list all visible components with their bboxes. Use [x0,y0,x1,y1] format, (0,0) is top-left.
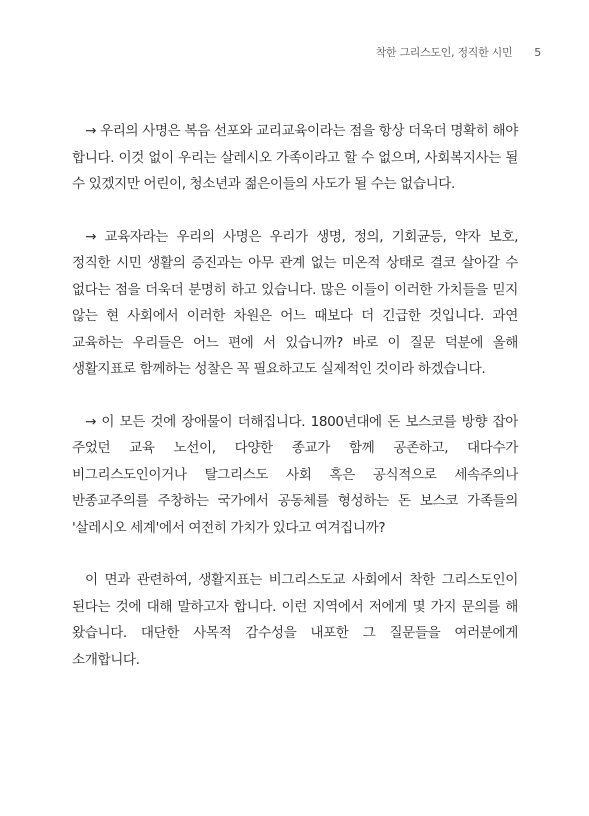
page-number: 5 [534,46,541,59]
running-title: 착한 그리스도인, 정직한 시민 [375,46,513,59]
running-header [376,44,541,60]
paragraph-non-christian-society: 이 면과 관련하여, 생활지표는 비그리스도교 사회에서 착한 그리스도인이 된다는 것에 대해 말하고자 합니다. 이런 지역에서 저에게 몇 가지 문의를 해 왔습니다. 대단한 사목적 감수성을 내포한 그 질문들을 여러분에게 소개합니다. [72,572,518,668]
body-text [72,118,518,673]
paragraph-mission-evangelization: → 우리의 사명은 복음 선포와 교리교육이라는 점을 항상 더욱더 명확히 해야 합니다. 이것 없이 우리는 살레시오 가족이라고 할 수 없으며, 사회복지사는 될 수 있겠지만 어린이, 청소년과 젊은이들의 사도가 될 수는 없습니다. [72,123,518,192]
paragraph-educator-mission: → 교육자라는 우리의 사명은 우리가 생명, 정의, 기회균등, 약자 보호, 정직한 시민 생활의 증진과는 아무 관계 없는 미온적 상태로 결코 살아갈 수 없다는 점을 더욱더 분명히 하고 있습니다. 많은 이들이 이러한 가치들을 믿지 않는 현 사회에서 이러한 차원은 어느 때보다 더 긴급한 것입니다. 과연 교육하는 우리들은 어느 편에 서 있습니까? 바로 이 질문 덕분에 올해 생활지표로 함께하는 성찰은 꼭 필요하고도 실제적인 것이라 하겠습니다. [72,228,518,377]
paragraph-obstacles: → 이 모든 것에 장애물이 더해집니다. 1800년대에 돈 보스코를 방향 잡아 주었던 교육 노선이, 다양한 종교가 함께 공존하고, 대다수가 비그리스도인이거나 탈그리스도 사회 혹은 공식적으로 세속주의나 반종교주의를 주창하는 국가에서 공동체를 형성하는 돈 보스코 가족들의 '살레시오 세계'에서 여전히 가치가 있다고 여겨집니까? [72,413,518,536]
